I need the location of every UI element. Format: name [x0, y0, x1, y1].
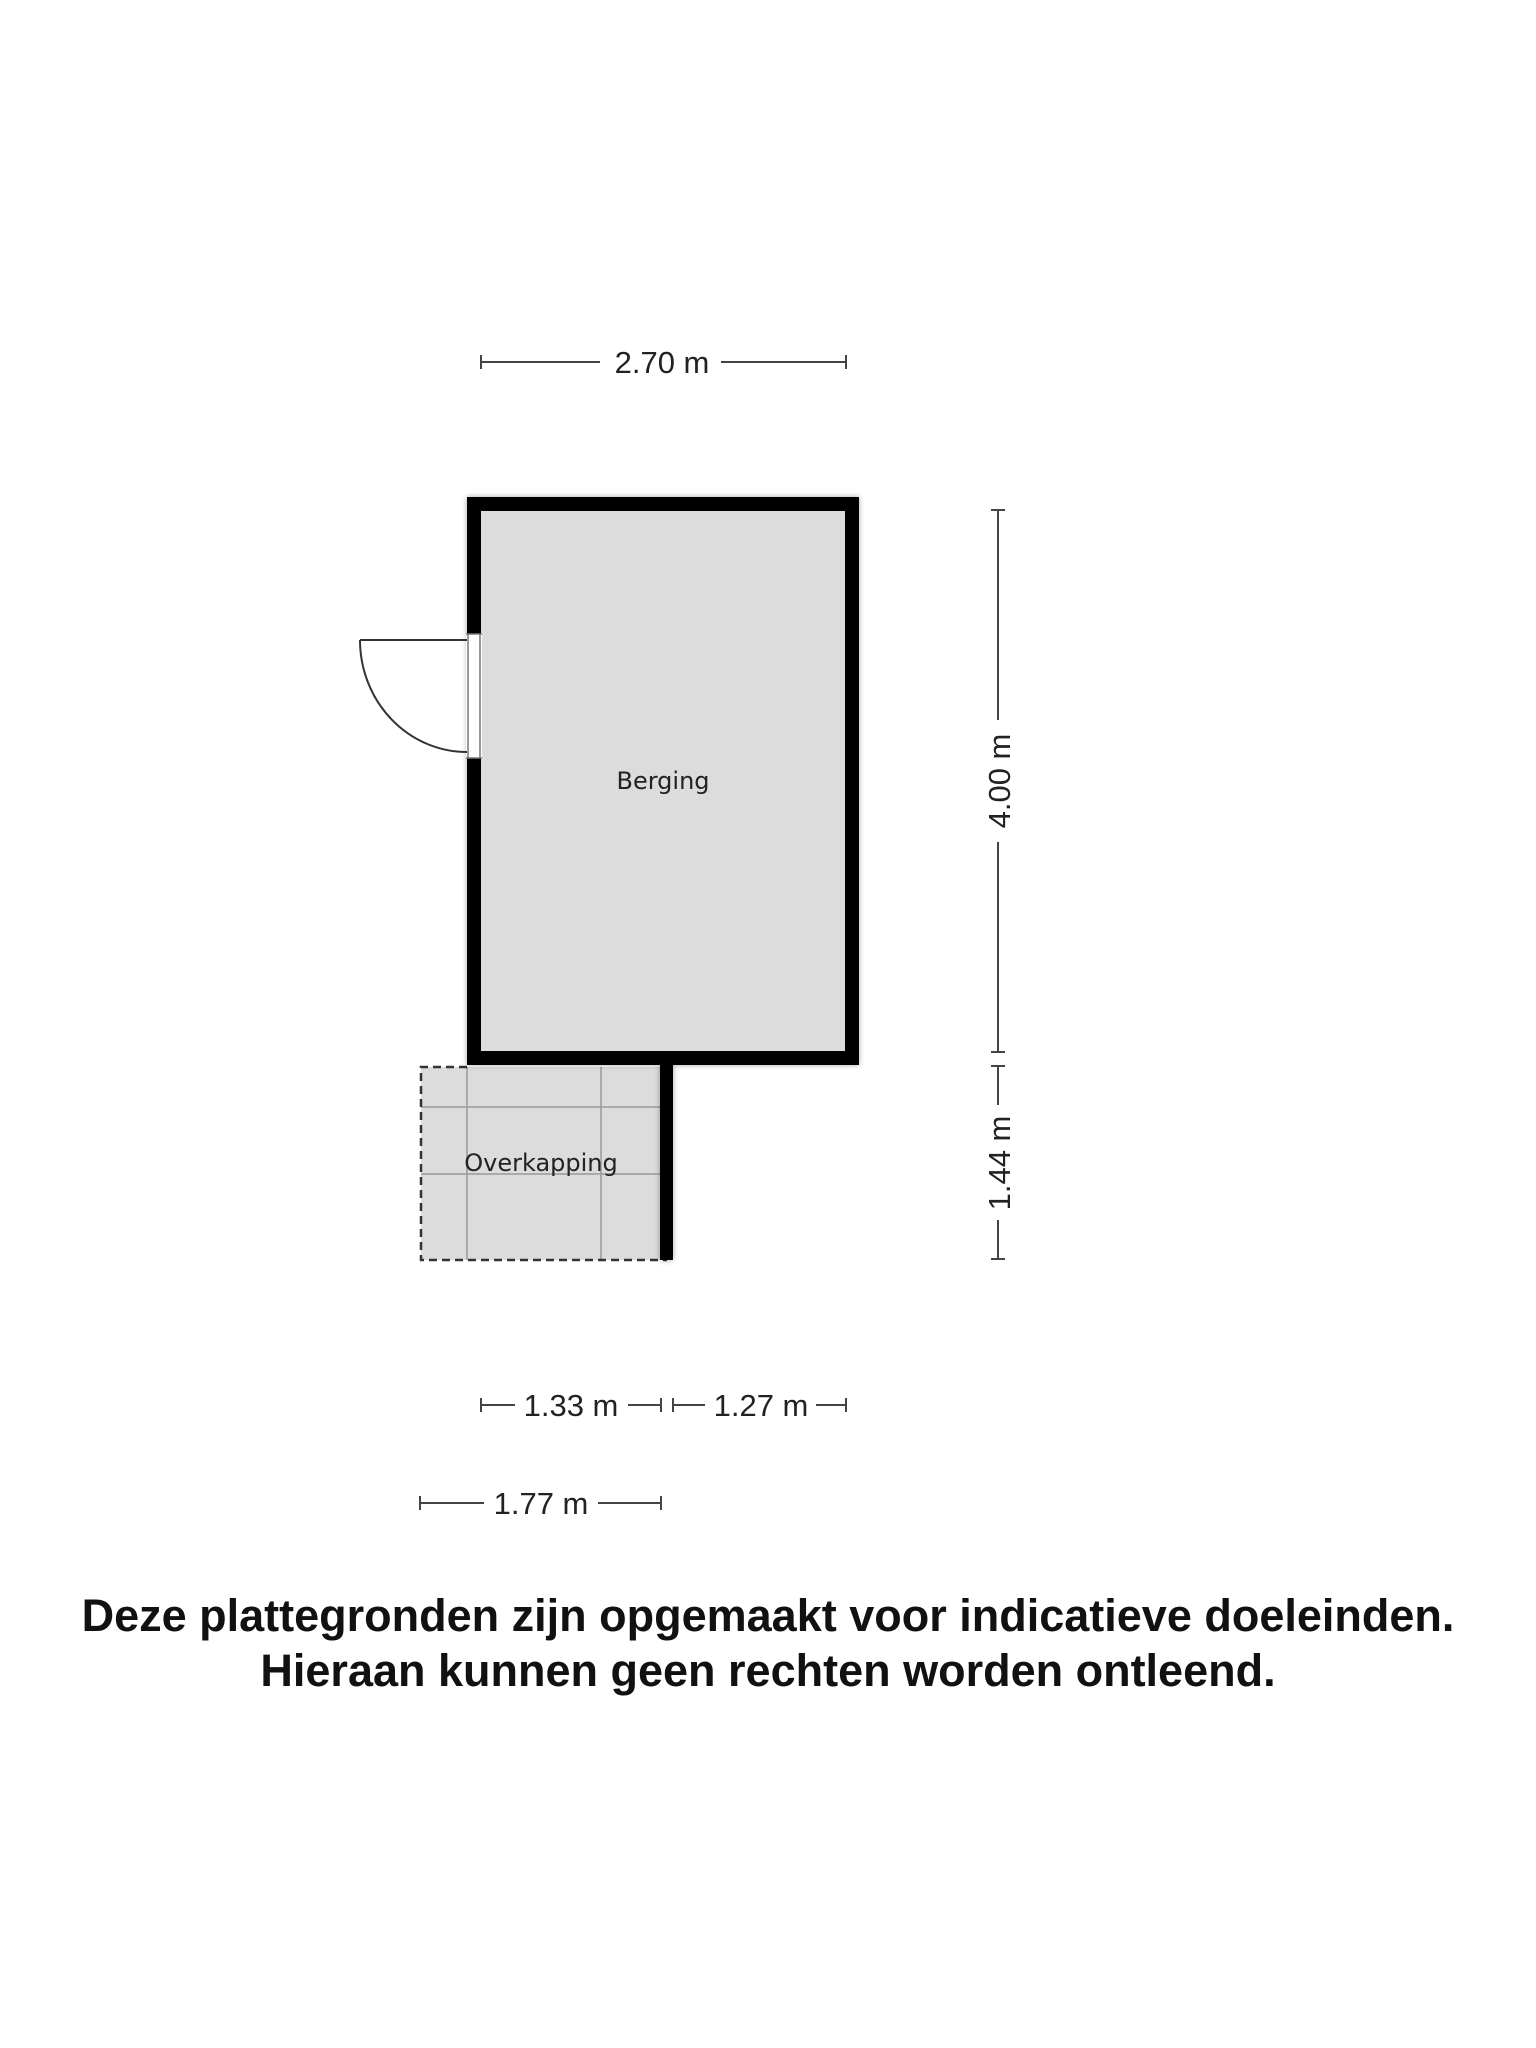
- dimension-label-right-upper: 4.00 m: [982, 733, 1017, 829]
- dimension-label-right-lower: 1.44 m: [982, 1115, 1017, 1211]
- dimension-label-bottom-right: 1.27 m: [713, 1388, 809, 1423]
- door: [360, 634, 482, 758]
- room-label-overkapping: Overkapping: [464, 1149, 618, 1177]
- room-label-berging: Berging: [616, 767, 710, 795]
- dimension-label-top: 2.70 m: [614, 345, 710, 380]
- overkapping-wall: [660, 1060, 673, 1260]
- dimension-label-bottom-left: 1.33 m: [523, 1388, 619, 1423]
- disclaimer-line-1: Deze plattegronden zijn opgemaakt voor indicatieve doeleinden.: [81, 1590, 1455, 1641]
- disclaimer-line-2: Hieraan kunnen geen rechten worden ontleend.: [260, 1645, 1276, 1696]
- door-swing-arc: [360, 640, 467, 752]
- dimension-label-overkapping: 1.77 m: [493, 1486, 589, 1521]
- disclaimer: [0, 1588, 1536, 1698]
